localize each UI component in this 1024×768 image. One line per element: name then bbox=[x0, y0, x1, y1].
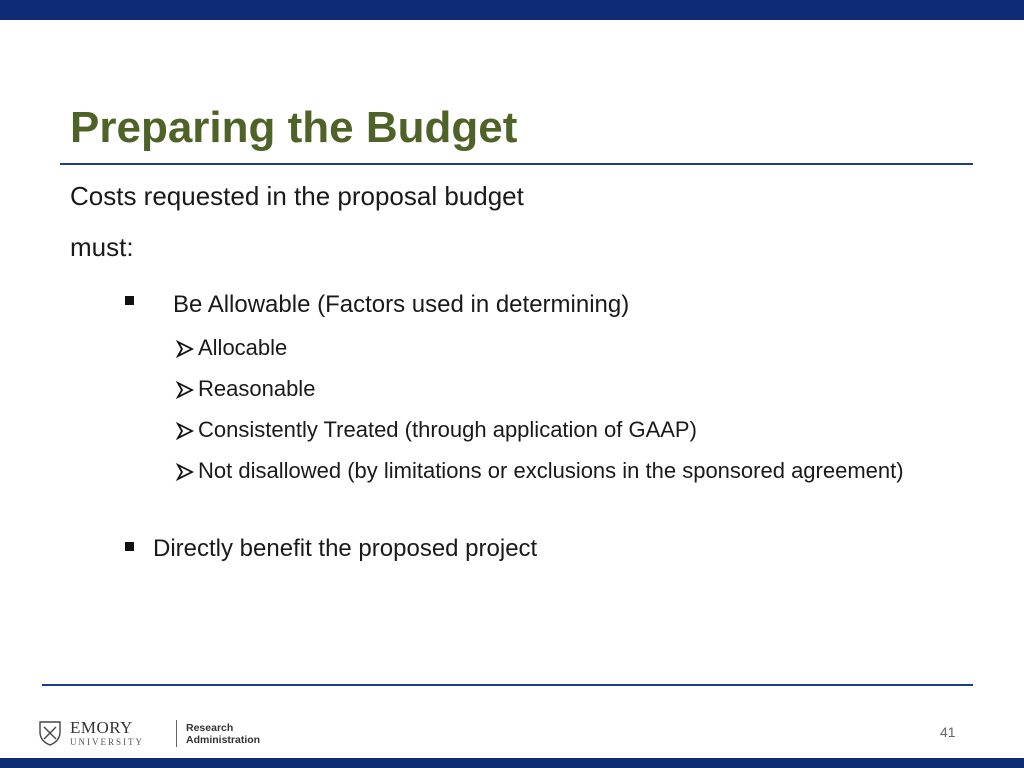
intro-text-line1: Costs requested in the proposal budget bbox=[70, 181, 524, 211]
arrow-bullet-icon bbox=[175, 380, 195, 400]
page-number: 41 bbox=[940, 724, 956, 740]
intro-text-line2: must: bbox=[70, 232, 134, 262]
sub-item-not-disallowed: Not disallowed (by limitations or exclusions in the sponsored agreement) bbox=[198, 458, 904, 483]
sub-item-consistently-treated: Consistently Treated (through application of GAAP) bbox=[198, 417, 697, 442]
shield-icon bbox=[38, 720, 62, 746]
footer-divider bbox=[42, 684, 973, 686]
top-banner-bar bbox=[0, 0, 1024, 20]
slide-title: Preparing the Budget bbox=[70, 103, 518, 152]
arrow-bullet-icon bbox=[175, 421, 195, 441]
square-bullet-icon bbox=[125, 542, 134, 551]
square-bullet-icon bbox=[125, 296, 134, 305]
sub-item-reasonable: Reasonable bbox=[198, 376, 316, 401]
title-divider bbox=[60, 163, 973, 165]
logo-separator bbox=[176, 720, 177, 747]
arrow-bullet-icon bbox=[175, 462, 195, 482]
bullet-allowable: Be Allowable (Factors used in determining) bbox=[173, 291, 630, 318]
department-line1: Research bbox=[186, 722, 234, 734]
bullet-directly-benefit: Directly benefit the proposed project bbox=[153, 535, 538, 562]
sub-item-allocable: Allocable bbox=[198, 335, 288, 360]
arrow-bullet-icon bbox=[175, 339, 195, 359]
department-line2: Administration bbox=[186, 734, 261, 746]
logo-subtitle: UNIVERSITY bbox=[70, 737, 144, 747]
logo-name: EMORY bbox=[70, 718, 133, 737]
bottom-banner-bar bbox=[0, 758, 1024, 768]
